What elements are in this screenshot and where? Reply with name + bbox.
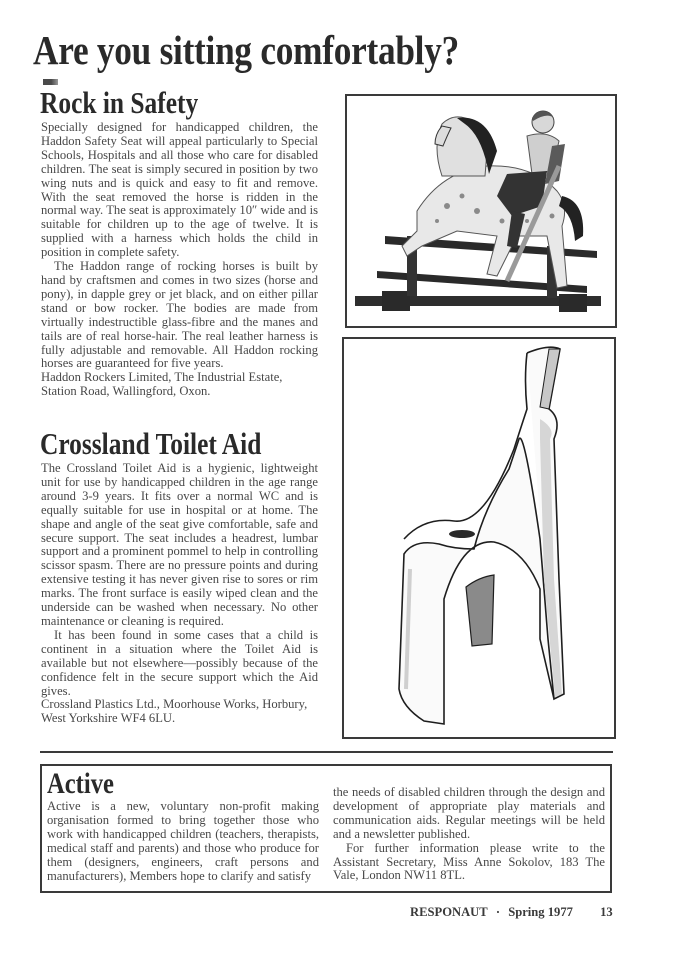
- crossland-heading: Crossland Toilet Aid: [40, 426, 262, 461]
- publication-name: RESPONAUT: [410, 905, 488, 919]
- rock-in-safety-heading: Rock in Safety: [40, 85, 199, 120]
- footer-separator: ·: [495, 905, 501, 919]
- issue-date: Spring 1977: [508, 905, 573, 919]
- rocking-horse-photo: [345, 94, 617, 328]
- toilet-aid-drawing: [342, 337, 616, 739]
- active-heading: Active: [47, 767, 114, 800]
- active-paragraph-1: Active is a new, voluntary non-profit making organisation formed to bring together those who work with handicapped children (teachers, therapists, medical staff and parents) and those who produce for them (designers, engineers, craft persons and manufacturers), Members hope to clarify and satisfy: [47, 799, 319, 883]
- rock-in-safety-paragraph-2: The Haddon range of rocking horses is built by hand by craftsmen and comes in two sizes (horse and pony), in dapple grey or jet black, and on either pillar stand or bow rocker. The bodies are made from virtually indestructible glass-fibre and the manes and tails are of real horse-hair. The real leather harness is fully adjustable and removable. All Haddon rocking horses are guaranteed for five years.: [41, 259, 318, 371]
- page-number: 13: [600, 905, 613, 919]
- rock-in-safety-body: [41, 121, 318, 399]
- haddon-address-line-1: Haddon Rockers Limited, The Industrial Estate,: [41, 370, 283, 385]
- rock-in-safety-paragraph-1: Specially designed for handicapped children, the Haddon Safety Seat will appeal particularly to Special Schools, Hospitals and all those who care for disabled children. The seat is simply secured in position by two wing nuts and is quick and easy to fit and remove. With the seat removed the horse is ridden in the normal way. The seat is approximately 10″ wide and is suitable for children up to the age of twelve. It is supplied with a harness which holds the child in position in complete safety.: [41, 120, 318, 260]
- active-paragraph-3: For further information please write to the Assistant Secretary, Miss Anne Sokolov, 183 The Vale, London NW11 8TL.: [333, 840, 605, 883]
- haddon-address-line-2: Station Road, Wallingford, Oxon.: [41, 384, 211, 399]
- crossland-address-line-1: Crossland Plastics Ltd., Moorhouse Works, Horbury,: [41, 697, 308, 712]
- crossland-address-line-2: West Yorkshire WF4 6LU.: [41, 711, 176, 726]
- crossland-paragraph-2: It has been found in some cases that a child is continent in a situation where the Toilet Aid is available but not elsewhere—possibly because of the confidence felt in the secure support which the Aid gives.: [41, 627, 318, 698]
- section-divider: [40, 751, 613, 753]
- crossland-body: [41, 462, 318, 726]
- crossland-paragraph-1: The Crossland Toilet Aid is a hygienic, lightweight unit for use by handicapped children in the age range around 3-9 years. It fits over a normal WC and is equally suitable for use in hospital or at home. The shape and angle of the seat give comfortable, safe and secure support. The seat includes a headrest, lumbar support and a prominent pommel to help in controlling scissor spasm. There are no pressure points and during extensive testing it has never given rise to sores or rim marks. The front surface is easily wiped clean and the underside can be washed when necessary. No other maintenance or cleaning is required.: [41, 461, 318, 628]
- rocking-horse-illustration: [347, 96, 615, 326]
- active-column-1: [47, 800, 319, 883]
- active-column-2: [333, 786, 605, 883]
- page-footer: [410, 905, 613, 920]
- active-paragraph-2: the needs of disabled children through the design and development of appropriate play materials and communication aids. Regular meetings will be held and a newsletter published.: [333, 785, 605, 841]
- page-title: Are you sitting comfortably?: [33, 27, 459, 73]
- active-box: [40, 764, 612, 893]
- toilet-aid-illustration: [344, 339, 614, 737]
